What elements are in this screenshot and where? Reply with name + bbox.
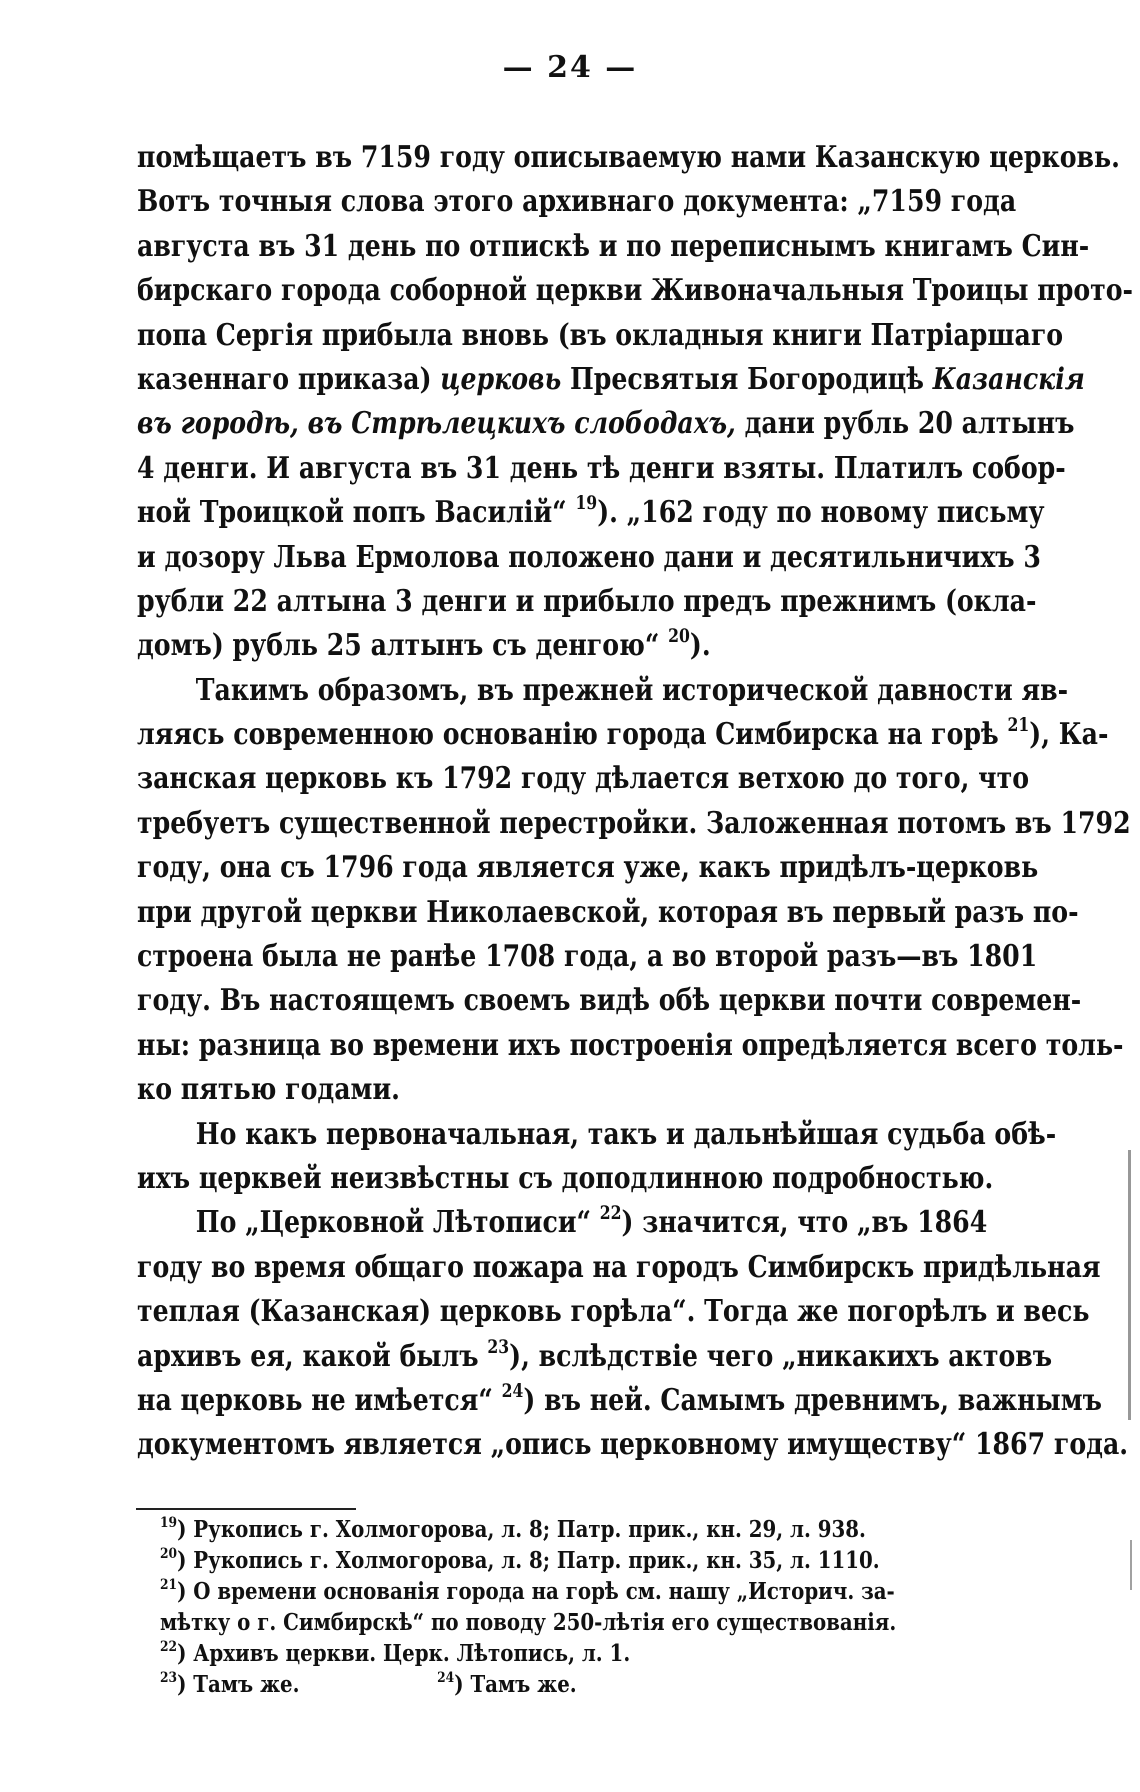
page-edge-shadow (1130, 1540, 1132, 1590)
footnote (160, 1514, 973, 1545)
text-line (137, 713, 1109, 757)
text-line (137, 1379, 1103, 1423)
text-run: ), вслѣдствіе чего „никакихъ актовъ (509, 1338, 1053, 1374)
footnote-text: ) О времени основанія города на горѣ см. нашу „Историч. за- (177, 1578, 895, 1605)
text-line (137, 1201, 988, 1245)
text-line (137, 1246, 1101, 1290)
footnote-number: 19 (160, 1515, 178, 1532)
italic-run: церковь (440, 361, 562, 397)
footnote-number: 22 (160, 1639, 178, 1656)
text-line (137, 757, 1030, 801)
text-run: попа Сергія прибыла вновь (въ окладныя книги Патріаршаго (137, 317, 1064, 353)
footnote (160, 1545, 973, 1576)
footnote-number: 24 (437, 1670, 455, 1687)
text-run: ) значится, что „въ 1864 (621, 1205, 988, 1241)
text-run: домъ) рубль 25 алтынъ съ денгою“ (137, 628, 669, 664)
text-line (137, 580, 1037, 624)
text-run: казеннаго приказа) (137, 361, 441, 397)
body-text (137, 136, 1134, 1468)
footnote-ref: 23 (487, 1336, 510, 1358)
text-run: ко пятью годами. (137, 1072, 400, 1108)
text-run: году во время общаго пожара на городъ Симбирскъ придѣльная (137, 1249, 1101, 1285)
text-line (137, 624, 921, 668)
text-run: августа въ 31 день по отпискѣ и по переписнымъ книгамъ Син- (137, 228, 1090, 264)
text-run: помѣщаетъ въ 7159 году описываемую нами Казанскую церковь. (137, 140, 1120, 175)
text-run: ляясь современною основанію города Симбирска на горѣ (137, 717, 1008, 753)
footnote-text: мѣтку о г. Симбирскѣ“ по поводу 250-лѣтія его существованія. (160, 1609, 897, 1636)
text-run: теплая (Казанская) церковь горѣла“. Тогда же погорѣлъ и весь (137, 1294, 1090, 1330)
text-run: рубли 22 алтына 3 денги и прибыло предъ прежнимъ (окла- (137, 583, 1037, 619)
text-line (137, 269, 1134, 313)
text-line (137, 1335, 1053, 1379)
page-edge-shadow (1128, 1150, 1131, 1420)
text-line (137, 180, 1017, 224)
footnote-text: ) Рукопись г. Холмогорова, л. 8; Патр. прик., кн. 29, л. 938. (177, 1516, 866, 1543)
text-run: Но какъ первоначальная, такъ и дальнѣйшая судьба обѣ- (195, 1116, 1057, 1152)
footnote-ref: 20 (668, 626, 690, 648)
text-line (137, 1157, 994, 1201)
footnote-ref: 21 (1007, 715, 1030, 737)
footnote-rule (136, 1508, 356, 1510)
text-line (137, 1024, 1124, 1068)
text-run: ), Ка- (1029, 717, 1109, 753)
text-line (137, 314, 1064, 358)
footnote-number: 21 (160, 1577, 178, 1594)
text-line (137, 136, 1120, 180)
text-line (137, 225, 1090, 269)
text-line (137, 846, 1039, 890)
text-run: ). „162 году по новому письму (597, 495, 1045, 531)
text-run: документомъ является „опись церковному имуществу“ 1867 года. (137, 1427, 1129, 1463)
text-run: 4 денги. И августа въ 31 день тѣ денги взяты. Платилъ собор- (137, 450, 1066, 486)
text-line (137, 802, 1131, 846)
footnote-text: ) Рукопись г. Холмогорова, л. 8; Патр. прик., кн. 35, л. 1110. (177, 1547, 880, 1574)
text-line (137, 1113, 1057, 1157)
text-run: Пресвятыя Богородицѣ (561, 361, 933, 397)
text-run: Вотъ точныя слова этого архивнаго документа: „7159 года (137, 184, 1017, 220)
footnote (160, 1607, 973, 1638)
text-line (137, 536, 1041, 580)
text-run: ). (689, 628, 711, 664)
text-line (137, 891, 1079, 935)
footnotes (160, 1514, 973, 1700)
italic-run: Казанскія (932, 361, 1085, 397)
footnote (160, 1638, 973, 1669)
footnote-text: ) Тамъ же. (454, 1671, 577, 1698)
text-line (137, 402, 1075, 446)
text-line (137, 1068, 921, 1112)
text-run: ) въ ней. Самымъ древнимъ, важнымъ (523, 1382, 1103, 1418)
footnote-ref: 22 (599, 1203, 622, 1225)
text-run: занская церковь къ 1792 году дѣлается ветхою до того, что (137, 761, 1030, 797)
text-run: при другой церкви Николаевской, которая въ первый разъ по- (137, 894, 1079, 930)
footnote-number: 23 (160, 1670, 178, 1687)
footnote (160, 1669, 973, 1700)
text-line (137, 491, 1045, 535)
text-run: бирскаго города соборной церкви Живоначальныя Троицы прото- (137, 273, 1134, 309)
footnote-ref: 19 (575, 493, 598, 515)
footnote-text: ) Тамъ же. (177, 1671, 300, 1698)
text-line (137, 979, 1082, 1023)
text-run: По „Церковной Лѣтописи“ (195, 1205, 600, 1241)
text-run: году. Въ настоящемъ своемъ видѣ обѣ церкви почти современ- (137, 983, 1082, 1019)
text-line (137, 1423, 1129, 1467)
text-line (137, 669, 1069, 713)
italic-run: въ городѣ, въ Стрѣлецкихъ слободахъ, (137, 406, 736, 442)
text-run: ихъ церквей неизвѣстны съ доподлинною подробностью. (137, 1160, 994, 1196)
text-line (137, 447, 1066, 491)
text-run: требуетъ существенной перестройки. Заложенная потомъ въ 1792 (137, 805, 1131, 841)
text-run: дани рубль 20 алтынъ (735, 406, 1075, 442)
text-run: строена была не ранѣе 1708 года, а во второй разъ—въ 1801 (137, 939, 1038, 975)
footnote (160, 1576, 973, 1607)
text-run: Такимъ образомъ, въ прежней исторической давности яв- (195, 672, 1069, 708)
text-run: ны: разница во времени ихъ построенія опредѣляется всего толь- (137, 1027, 1124, 1063)
footnote-text: ) Архивъ церкви. Церк. Лѣтопись, л. 1. (177, 1640, 631, 1667)
text-run: на церковь не имѣется“ (137, 1382, 502, 1418)
footnote-number: 20 (160, 1546, 178, 1563)
text-run: ной Троицкой попъ Василій“ (137, 495, 576, 531)
text-line (137, 935, 1038, 979)
text-run: и дозору Льва Ермолова положено дани и десятильничихъ 3 (137, 539, 1041, 575)
text-line (137, 1290, 1090, 1334)
footnote-ref: 24 (501, 1380, 524, 1402)
text-run: году, она съ 1796 года является уже, какъ придѣлъ-церковь (137, 850, 1039, 886)
text-run: архивъ ея, какой былъ (137, 1338, 488, 1374)
text-line (137, 358, 1085, 402)
page-number: — 24 — (502, 50, 638, 85)
